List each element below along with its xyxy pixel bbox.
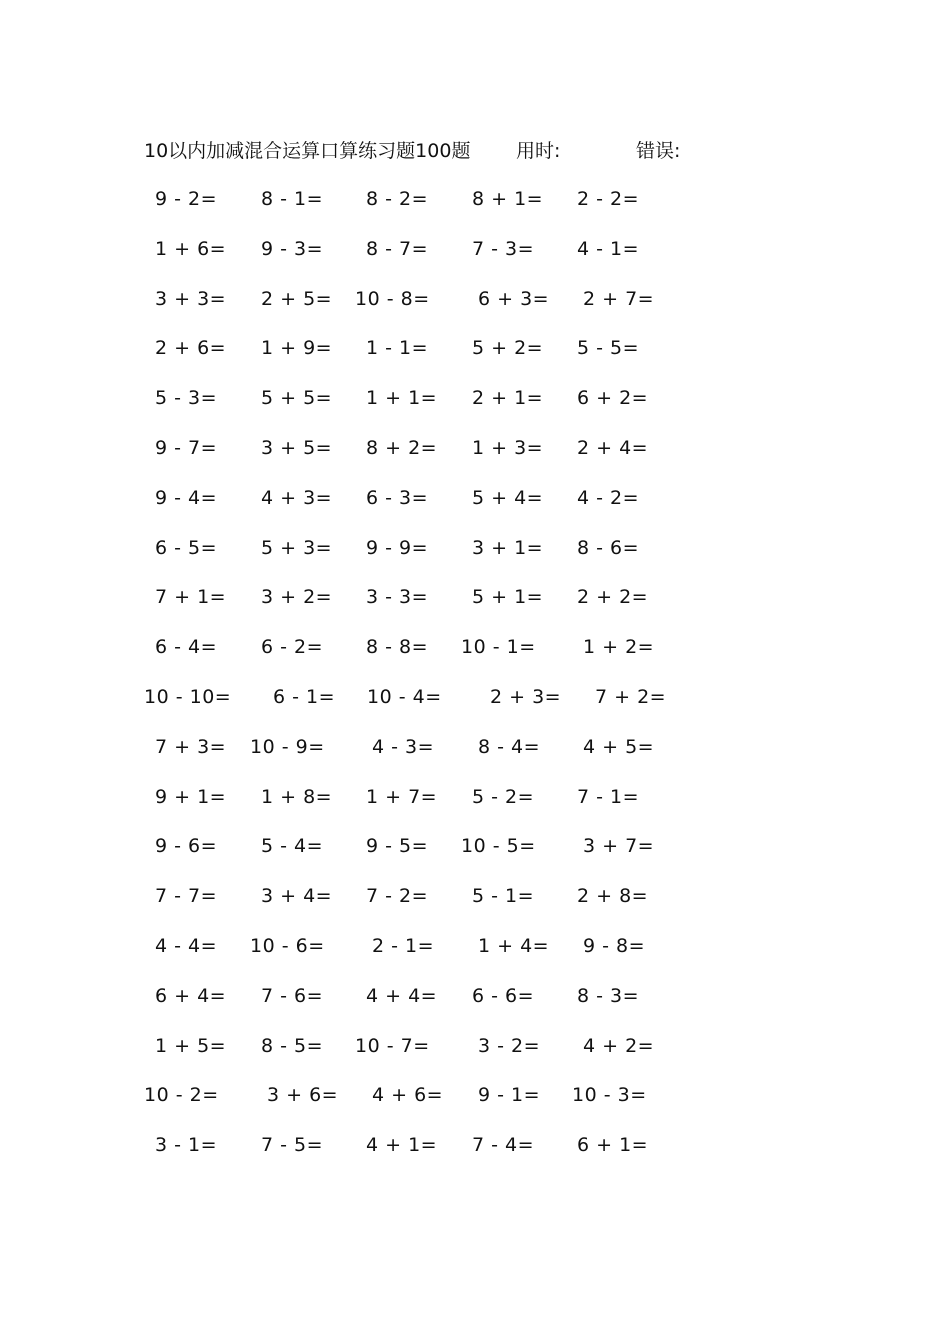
problem-row bbox=[0, 981, 950, 1031]
problem-item: 9 - 3= bbox=[261, 237, 324, 260]
problem-item: 9 - 4= bbox=[155, 486, 218, 509]
problem-item: 9 - 9= bbox=[366, 536, 429, 559]
problem-item: 7 - 5= bbox=[261, 1134, 324, 1157]
problem-item: 10 - 3= bbox=[572, 1084, 647, 1107]
problem-item: 8 - 3= bbox=[577, 984, 640, 1007]
problem-item: 9 - 2= bbox=[155, 188, 218, 210]
problem-row bbox=[0, 1080, 950, 1130]
problem-item: 5 + 5= bbox=[261, 387, 333, 410]
problem-item: 1 - 1= bbox=[366, 337, 429, 360]
problem-item: 4 + 3= bbox=[261, 486, 333, 509]
problem-item: 3 - 3= bbox=[366, 586, 429, 609]
problem-row bbox=[0, 1031, 950, 1081]
problem-item: 7 - 1= bbox=[577, 785, 640, 808]
problem-row bbox=[0, 1130, 950, 1180]
problem-item: 8 - 1= bbox=[261, 188, 324, 210]
problem-item: 1 + 6= bbox=[155, 237, 227, 260]
problem-grid bbox=[0, 184, 950, 1180]
problem-item: 6 + 2= bbox=[577, 387, 649, 410]
problem-item: 5 + 4= bbox=[472, 486, 544, 509]
problem-item: 10 - 5= bbox=[461, 835, 536, 858]
problem-item: 6 - 5= bbox=[155, 536, 218, 559]
problem-row bbox=[0, 433, 950, 483]
problem-item: 8 + 2= bbox=[366, 436, 438, 459]
problem-item: 10 - 6= bbox=[250, 934, 325, 957]
problem-row bbox=[0, 234, 950, 284]
problem-item: 4 - 3= bbox=[372, 735, 435, 758]
problem-item: 2 + 2= bbox=[577, 586, 649, 609]
problem-item: 4 + 4= bbox=[366, 984, 438, 1007]
problem-item: 1 + 3= bbox=[472, 436, 544, 459]
problem-item: 2 + 1= bbox=[472, 387, 544, 410]
problem-item: 1 + 7= bbox=[366, 785, 438, 808]
problem-item: 8 - 7= bbox=[366, 237, 429, 260]
problem-item: 5 - 5= bbox=[577, 337, 640, 360]
problem-item: 5 - 3= bbox=[155, 387, 218, 410]
problem-item: 4 + 2= bbox=[583, 1034, 655, 1057]
problem-item: 2 - 1= bbox=[372, 934, 435, 957]
problem-item: 7 - 4= bbox=[472, 1134, 535, 1157]
problem-item: 1 + 2= bbox=[583, 636, 655, 659]
problem-item: 10 - 9= bbox=[250, 735, 325, 758]
problem-item: 8 - 2= bbox=[366, 188, 429, 210]
problem-row bbox=[0, 831, 950, 881]
problem-item: 6 - 6= bbox=[472, 984, 535, 1007]
problem-item: 7 - 7= bbox=[155, 885, 218, 908]
problem-item: 5 - 2= bbox=[472, 785, 535, 808]
problem-item: 9 - 6= bbox=[155, 835, 218, 858]
problem-item: 9 - 8= bbox=[583, 934, 646, 957]
problem-item: 5 + 2= bbox=[472, 337, 544, 360]
problem-item: 9 - 5= bbox=[366, 835, 429, 858]
problem-row bbox=[0, 782, 950, 832]
problem-item: 7 + 3= bbox=[155, 735, 227, 758]
problem-item: 3 + 1= bbox=[472, 536, 544, 559]
problem-item: 1 + 5= bbox=[155, 1034, 227, 1057]
problem-item: 6 - 3= bbox=[366, 486, 429, 509]
problem-item: 6 - 4= bbox=[155, 636, 218, 659]
problem-item: 2 + 6= bbox=[155, 337, 227, 360]
time-label: 用时: bbox=[516, 140, 561, 162]
problem-item: 7 - 2= bbox=[366, 885, 429, 908]
problem-row bbox=[0, 383, 950, 433]
problem-item: 7 - 3= bbox=[472, 237, 535, 260]
problem-item: 1 + 8= bbox=[261, 785, 333, 808]
problem-item: 2 + 3= bbox=[490, 685, 562, 708]
problem-item: 8 - 4= bbox=[478, 735, 541, 758]
problem-row bbox=[0, 881, 950, 931]
problem-item: 10 - 1= bbox=[461, 636, 536, 659]
problem-item: 4 - 2= bbox=[577, 486, 640, 509]
problem-row bbox=[0, 682, 950, 732]
problem-item: 3 + 3= bbox=[155, 287, 227, 310]
problem-item: 8 - 8= bbox=[366, 636, 429, 659]
problem-item: 10 - 10= bbox=[144, 685, 232, 708]
problem-item: 8 - 6= bbox=[577, 536, 640, 559]
worksheet-header bbox=[144, 136, 744, 166]
problem-row bbox=[0, 333, 950, 383]
problem-item: 4 + 6= bbox=[372, 1084, 444, 1107]
problem-item: 5 - 4= bbox=[261, 835, 324, 858]
problem-item: 3 - 2= bbox=[478, 1034, 541, 1057]
problem-item: 1 + 9= bbox=[261, 337, 333, 360]
problem-item: 5 + 3= bbox=[261, 536, 333, 559]
problem-item: 4 - 1= bbox=[577, 237, 640, 260]
problem-item: 3 - 1= bbox=[155, 1134, 218, 1157]
problem-item: 2 + 4= bbox=[577, 436, 649, 459]
problem-item: 10 - 8= bbox=[355, 287, 430, 310]
problem-item: 10 - 4= bbox=[367, 685, 442, 708]
problem-item: 4 + 1= bbox=[366, 1134, 438, 1157]
problem-item: 6 - 1= bbox=[273, 685, 336, 708]
problem-row bbox=[0, 483, 950, 533]
problem-item: 6 - 2= bbox=[261, 636, 324, 659]
problem-item: 10 - 7= bbox=[355, 1034, 430, 1057]
problem-item: 6 + 1= bbox=[577, 1134, 649, 1157]
problem-item: 7 + 1= bbox=[155, 586, 227, 609]
problem-item: 9 + 1= bbox=[155, 785, 227, 808]
problem-item: 2 + 7= bbox=[583, 287, 655, 310]
problem-item: 8 - 5= bbox=[261, 1034, 324, 1057]
problem-row bbox=[0, 284, 950, 334]
problem-item: 2 - 2= bbox=[577, 188, 640, 210]
problem-row bbox=[0, 632, 950, 682]
problem-item: 9 - 7= bbox=[155, 436, 218, 459]
problem-item: 3 + 2= bbox=[261, 586, 333, 609]
problem-item: 1 + 4= bbox=[478, 934, 550, 957]
problem-item: 6 + 3= bbox=[478, 287, 550, 310]
problem-item: 10 - 2= bbox=[144, 1084, 219, 1107]
problem-item: 5 - 1= bbox=[472, 885, 535, 908]
problem-item: 3 + 4= bbox=[261, 885, 333, 908]
problem-row bbox=[0, 931, 950, 981]
problem-item: 7 - 6= bbox=[261, 984, 324, 1007]
problem-item: 9 - 1= bbox=[478, 1084, 541, 1107]
problem-item: 4 + 5= bbox=[583, 735, 655, 758]
problem-item: 1 + 1= bbox=[366, 387, 438, 410]
problem-row bbox=[0, 533, 950, 583]
problem-item: 2 + 8= bbox=[577, 885, 649, 908]
errors-label: 错误: bbox=[636, 140, 681, 162]
problem-item: 3 + 5= bbox=[261, 436, 333, 459]
problem-item: 2 + 5= bbox=[261, 287, 333, 310]
problem-row bbox=[0, 184, 950, 234]
problem-item: 7 + 2= bbox=[595, 685, 667, 708]
problem-item: 3 + 6= bbox=[267, 1084, 339, 1107]
problem-item: 6 + 4= bbox=[155, 984, 227, 1007]
worksheet-title: 10以内加减混合运算口算练习题100题 bbox=[144, 140, 471, 162]
problem-item: 5 + 1= bbox=[472, 586, 544, 609]
problem-row bbox=[0, 732, 950, 782]
problem-item: 4 - 4= bbox=[155, 934, 218, 957]
problem-row bbox=[0, 582, 950, 632]
problem-item: 3 + 7= bbox=[583, 835, 655, 858]
problem-item: 8 + 1= bbox=[472, 188, 544, 210]
